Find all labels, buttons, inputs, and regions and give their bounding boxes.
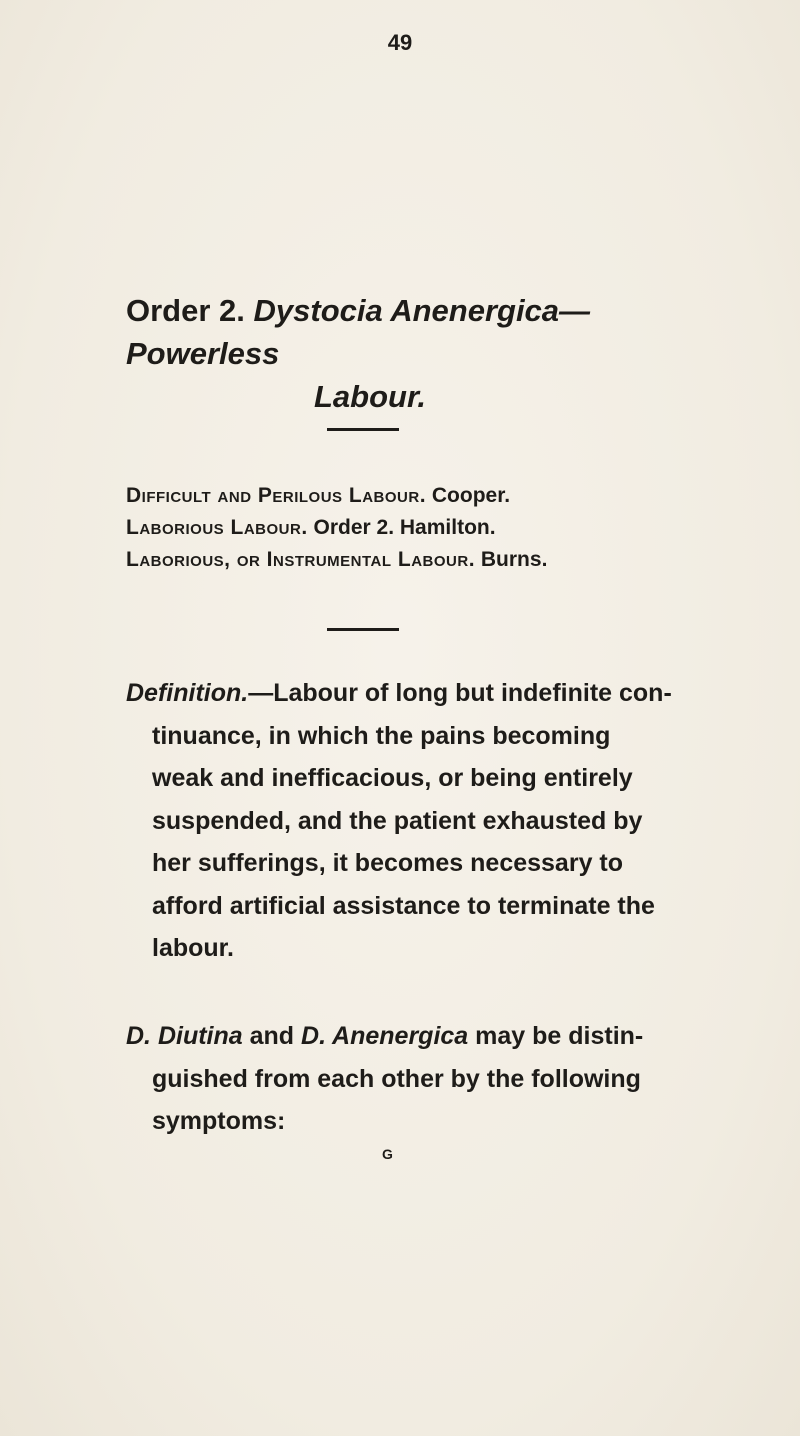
title-line-2 bbox=[126, 375, 686, 418]
synonyms-list bbox=[126, 480, 726, 576]
definition-paragraph bbox=[126, 672, 672, 970]
synonym-author: Order 2. Hamilton. bbox=[313, 516, 496, 539]
term-diutina: D. Diutina bbox=[126, 1022, 243, 1050]
title-english-part1: Powerless bbox=[126, 336, 280, 371]
distinction-line: D. Diutina and D. Anenergica may be distin- bbox=[126, 1022, 644, 1050]
definition-line: Definition.—Labour of long but indefinite con- bbox=[126, 679, 672, 707]
divider-rule-top bbox=[327, 428, 399, 431]
distinction-line: guished from each other by the following bbox=[152, 1064, 641, 1093]
title-order: Order 2. bbox=[126, 293, 245, 328]
divider-rule-bottom bbox=[327, 628, 399, 631]
definition-line: tinuance, in which the pains becoming bbox=[152, 721, 611, 750]
page-number: 49 bbox=[387, 30, 413, 55]
definition-line: suspended, and the patient exhausted by bbox=[152, 806, 643, 835]
synonym-name: Laborious Labour. bbox=[126, 516, 308, 539]
title-dash: — bbox=[559, 293, 591, 328]
synonym-name: Difficult and Perilous Labour. bbox=[126, 484, 427, 507]
title-english-part2: Labour. bbox=[314, 379, 426, 414]
definition-line: weak and inefficacious, or being entirely bbox=[152, 764, 633, 792]
signature-mark: G bbox=[382, 1146, 393, 1162]
synonym-line bbox=[126, 544, 726, 576]
synonym-name: Laborious, or Instrumental Labour. bbox=[126, 548, 476, 571]
synonym-author: Cooper. bbox=[431, 484, 511, 507]
term-anenergica: D. Anenergica bbox=[301, 1022, 469, 1050]
title-latin-name: Dystocia Anenergica bbox=[253, 293, 560, 328]
section-title bbox=[126, 289, 686, 418]
definition-line: labour. bbox=[152, 934, 234, 962]
distinction-paragraph bbox=[126, 1015, 666, 1143]
distinction-line: symptoms: bbox=[152, 1107, 286, 1135]
definition-line: afford artificial assistance to terminate the bbox=[152, 891, 655, 920]
synonym-line bbox=[126, 512, 726, 544]
definition-line: her sufferings, it becomes necessary to bbox=[152, 849, 624, 877]
synonym-line bbox=[126, 480, 726, 512]
synonym-author: Burns. bbox=[480, 548, 548, 571]
definition-label: Definition. bbox=[126, 679, 249, 707]
title-line-1 bbox=[126, 289, 686, 375]
